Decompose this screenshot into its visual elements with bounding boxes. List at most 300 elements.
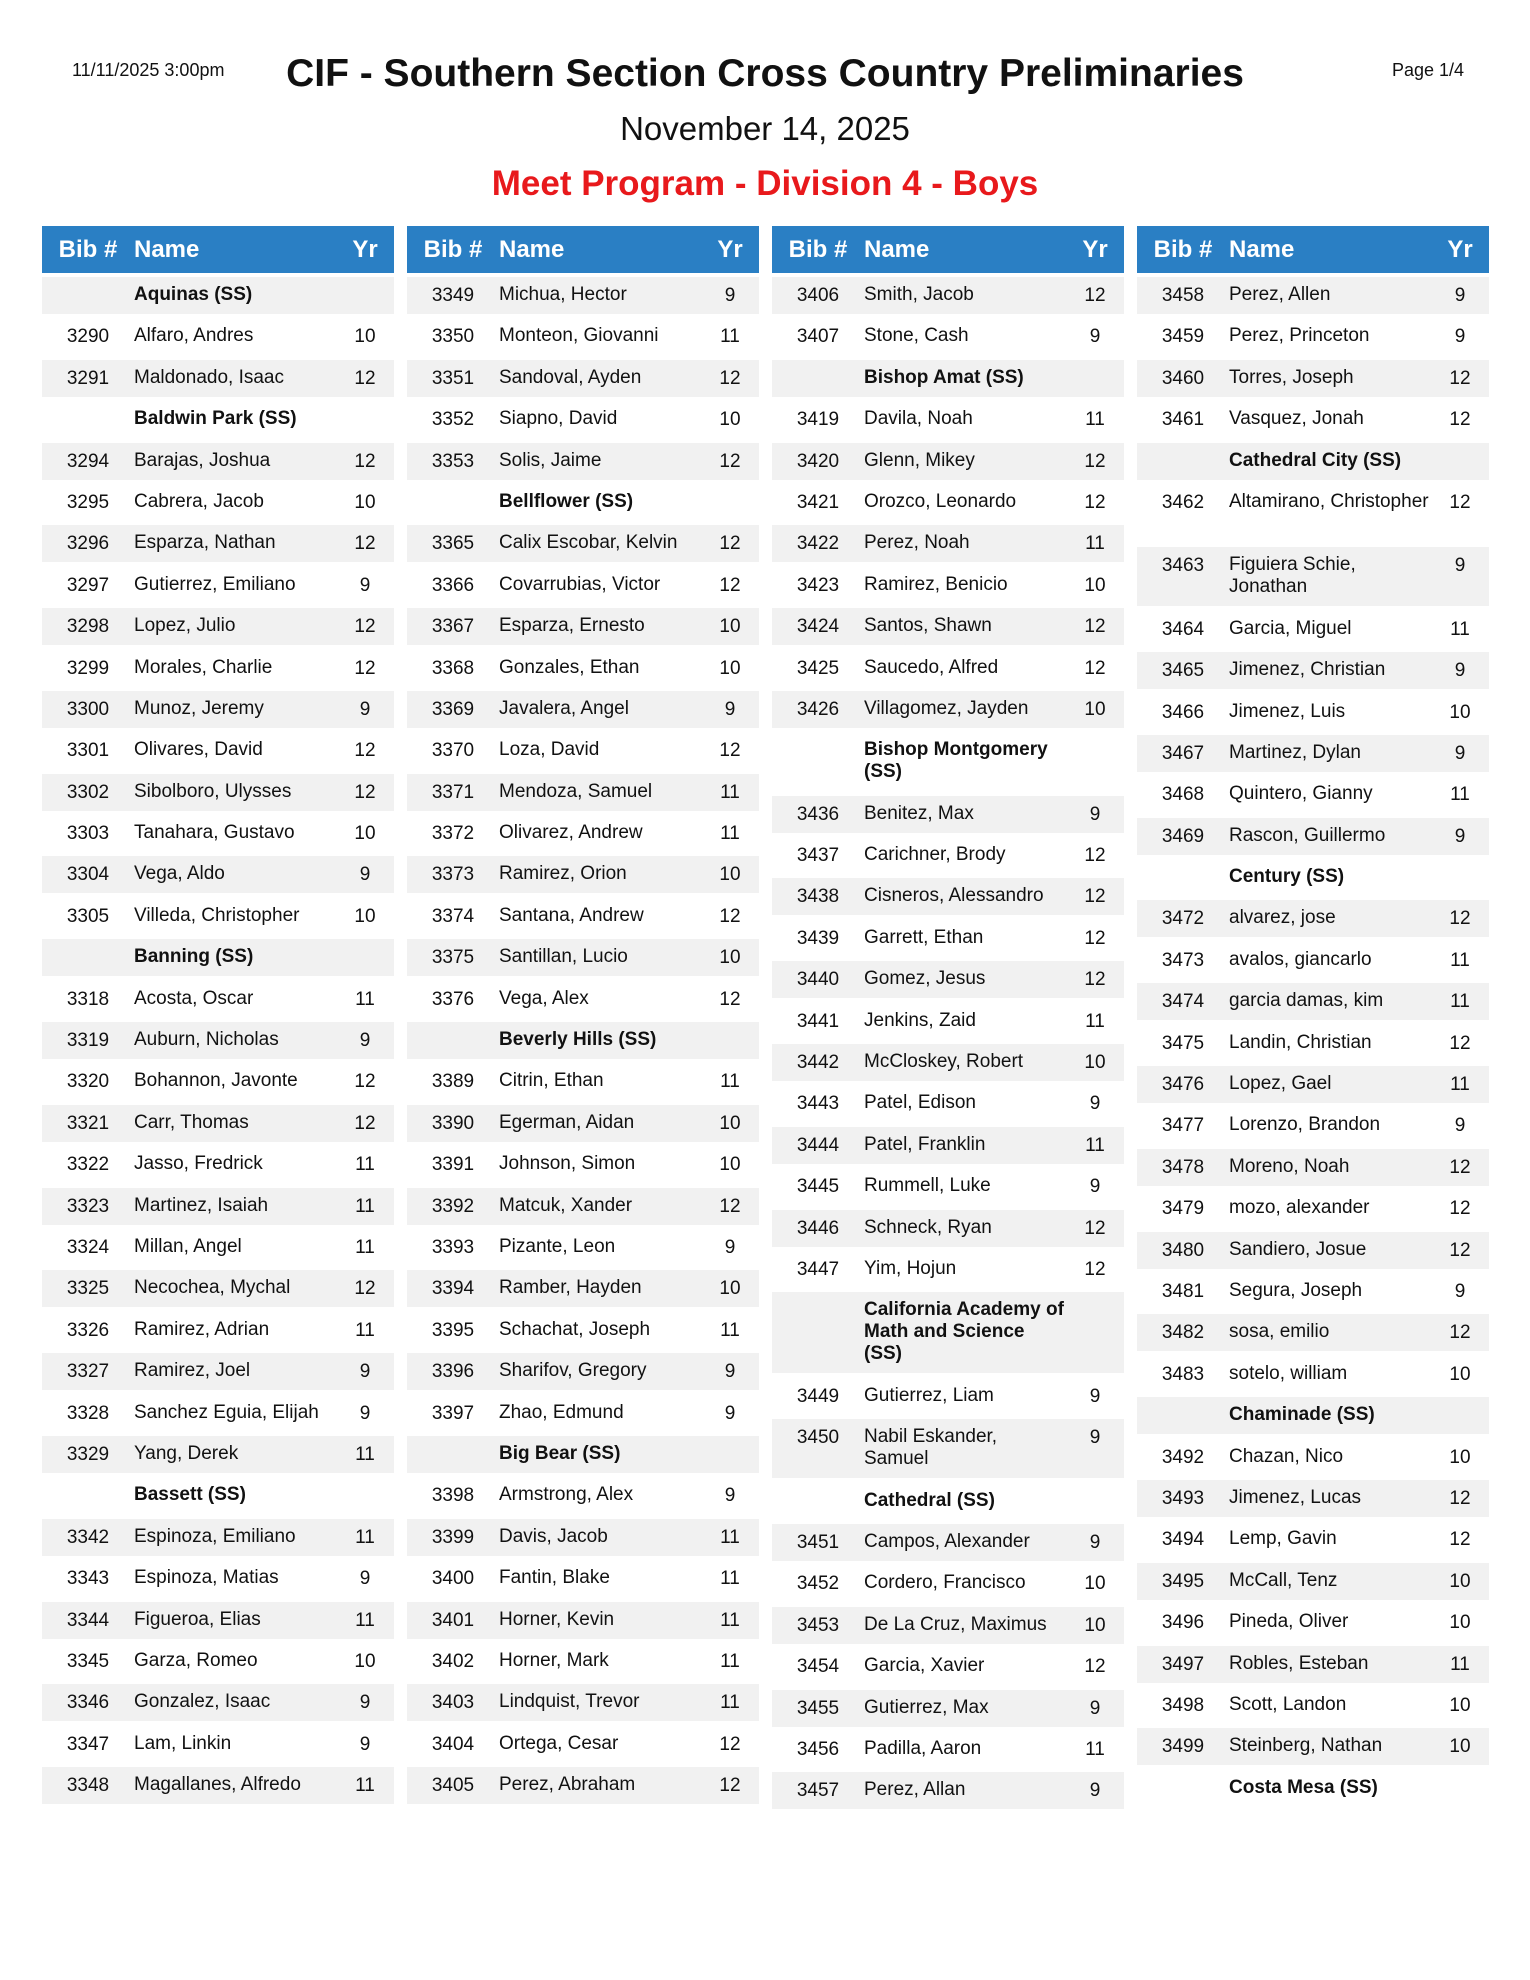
grade-year: 10	[1449, 701, 1471, 723]
grade-year: 11	[355, 1236, 375, 1258]
athlete-name: Pizante, Leon	[499, 1235, 616, 1257]
athlete-row	[772, 961, 1124, 998]
grade-year: 10	[1449, 1446, 1471, 1468]
grade-year: 12	[1449, 1322, 1471, 1344]
grade-year: 9	[1089, 1697, 1101, 1719]
team-row	[42, 1477, 394, 1514]
grade-year: 10	[1449, 1570, 1471, 1592]
bib-number: 3474	[1161, 991, 1205, 1013]
team-name: Aquinas (SS)	[134, 284, 253, 305]
athlete-name: Schneck, Ryan	[864, 1216, 992, 1238]
athlete-row	[772, 920, 1124, 957]
athlete-row	[42, 484, 394, 521]
athlete-row	[1137, 1521, 1489, 1558]
bib-number: 3325	[66, 1278, 110, 1300]
athlete-name: Jenkins, Zaid	[864, 1009, 976, 1031]
athlete-name: Esparza, Ernesto	[499, 615, 645, 637]
bib-number: 3301	[66, 740, 110, 762]
team-row	[407, 1436, 759, 1473]
bib-number: 3467	[1161, 742, 1205, 764]
grade-year: 12	[1084, 450, 1106, 472]
bib-number: 3468	[1161, 784, 1205, 806]
athlete-name: Ramirez, Orion	[499, 863, 627, 885]
athlete-row	[407, 939, 759, 976]
athlete-name: mozo, alexander	[1229, 1197, 1370, 1219]
athlete-row	[1137, 318, 1489, 355]
grade-year: 12	[719, 740, 741, 762]
team-name: Cathedral (SS)	[864, 1489, 995, 1511]
grade-year: 9	[359, 864, 371, 886]
athlete-name: Sanchez Eguia, Elijah	[134, 1401, 319, 1423]
bib-number: 3318	[66, 988, 110, 1010]
grade-year: 10	[354, 1650, 376, 1672]
athlete-row	[407, 360, 759, 397]
athlete-row	[407, 1229, 759, 1266]
header-bib: Bib #	[58, 235, 118, 263]
athlete-name: Chazan, Nico	[1229, 1445, 1344, 1467]
bib-number: 3368	[431, 657, 475, 679]
athlete-row	[407, 401, 759, 438]
athlete-row	[42, 567, 394, 604]
bib-number: 3479	[1161, 1198, 1205, 1220]
grade-year: 9	[359, 1030, 371, 1052]
athlete-name: Garza, Romeo	[134, 1649, 258, 1671]
bib-number: 3352	[431, 409, 475, 431]
grade-year: 12	[354, 367, 376, 389]
athlete-row	[407, 1312, 759, 1349]
team-row	[1137, 1770, 1489, 1807]
grade-year: 10	[719, 1278, 741, 1300]
athlete-name: Monteon, Giovanni	[499, 325, 659, 347]
athlete-row	[772, 525, 1124, 562]
grade-year: 9	[359, 574, 371, 596]
bib-number: 3400	[431, 1568, 475, 1590]
grade-year: 9	[359, 1568, 371, 1590]
bib-number: 3394	[431, 1278, 475, 1300]
grade-year: 12	[354, 1112, 376, 1134]
athlete-name: garcia damas, kim	[1229, 990, 1384, 1012]
grade-year: 10	[719, 1112, 741, 1134]
bib-number: 3462	[1161, 491, 1205, 513]
team-row	[42, 939, 394, 976]
athlete-row	[1137, 1439, 1489, 1476]
athlete-row	[772, 1127, 1124, 1164]
athlete-name: De La Cruz, Maximus	[864, 1613, 1047, 1635]
athlete-name: Necochea, Mychal	[134, 1277, 291, 1299]
athlete-row	[1137, 1687, 1489, 1724]
bib-number: 3298	[66, 616, 110, 638]
athlete-name: Espinoza, Matias	[134, 1567, 279, 1589]
athlete-name: sosa, emilio	[1229, 1321, 1330, 1343]
athlete-row	[42, 1519, 394, 1556]
bib-number: 3477	[1161, 1115, 1205, 1137]
athlete-name: Garcia, Miguel	[1229, 617, 1352, 639]
grade-year: 11	[355, 1443, 375, 1465]
athlete-name: Tanahara, Gustavo	[134, 822, 295, 844]
athlete-name: Lopez, Gael	[1229, 1073, 1332, 1095]
athlete-name: Lemp, Gavin	[1229, 1528, 1337, 1550]
grade-year: 11	[1450, 784, 1470, 806]
athlete-name: Esparza, Nathan	[134, 532, 276, 554]
athlete-name: Citrin, Ethan	[499, 1070, 604, 1092]
athlete-row	[1137, 1025, 1489, 1062]
bib-number: 3425	[796, 657, 840, 679]
grade-year: 12	[719, 988, 741, 1010]
program-column	[772, 226, 1124, 1814]
athlete-row	[42, 856, 394, 893]
athlete-row	[42, 1436, 394, 1473]
grade-year: 10	[1084, 574, 1106, 596]
bib-number: 3492	[1161, 1446, 1205, 1468]
header-name: Name	[1229, 235, 1295, 263]
header-yr: Yr	[1447, 235, 1473, 263]
bib-number: 3370	[431, 740, 475, 762]
athlete-name: Schachat, Joseph	[499, 1318, 651, 1340]
athlete-row	[1137, 1480, 1489, 1517]
athlete-name: Lindquist, Trevor	[499, 1691, 640, 1713]
bib-number: 3399	[431, 1526, 475, 1548]
athlete-name: Johnson, Simon	[499, 1153, 636, 1175]
grade-year: 10	[1449, 1694, 1471, 1716]
athlete-row	[772, 1607, 1124, 1644]
athlete-row	[407, 1188, 759, 1225]
bib-number: 3464	[1161, 618, 1205, 640]
athlete-name: Fantin, Blake	[499, 1567, 610, 1589]
athlete-row	[772, 1085, 1124, 1122]
team-row	[407, 484, 759, 521]
bib-number: 3406	[796, 285, 840, 306]
athlete-name: Segura, Joseph	[1229, 1279, 1363, 1301]
grade-year: 9	[1454, 1280, 1466, 1302]
team-name: Costa Mesa (SS)	[1229, 1776, 1378, 1798]
athlete-name: Maldonado, Isaac	[134, 366, 284, 388]
athlete-name: Matcuk, Xander	[499, 1194, 633, 1216]
bib-number: 3483	[1161, 1363, 1205, 1385]
athlete-name: Stone, Cash	[864, 325, 969, 347]
bib-number: 3438	[796, 886, 840, 908]
grade-year: 12	[1084, 845, 1106, 867]
athlete-name: Campos, Alexander	[864, 1530, 1030, 1552]
grade-year: 12	[719, 574, 741, 596]
athlete-name: Cordero, Francisco	[864, 1572, 1026, 1594]
athlete-row	[42, 1105, 394, 1142]
bib-number: 3461	[1161, 409, 1205, 431]
athlete-name: Mendoza, Samuel	[499, 780, 653, 802]
header-yr: Yr	[352, 235, 378, 263]
program-column	[407, 226, 759, 1814]
grade-year: 11	[1450, 1074, 1470, 1096]
athlete-name: alvarez, jose	[1229, 907, 1336, 929]
athlete-name: Padilla, Aaron	[864, 1737, 982, 1759]
athlete-row	[42, 1684, 394, 1721]
athlete-row	[772, 1648, 1124, 1685]
bib-number: 3294	[66, 450, 110, 472]
athlete-name: Torres, Joseph	[1229, 366, 1354, 388]
grade-year: 12	[354, 781, 376, 803]
athlete-row	[407, 1270, 759, 1307]
athlete-row	[1137, 652, 1489, 689]
athlete-name: Michua, Hector	[499, 284, 627, 305]
meet-date: November 14, 2025	[620, 110, 910, 147]
grade-year: 12	[354, 657, 376, 679]
grade-year: 12	[354, 1278, 376, 1300]
team-row	[772, 1483, 1124, 1520]
athlete-name: Yim, Hojun	[864, 1257, 957, 1279]
grade-year: 11	[1450, 949, 1470, 971]
bib-number: 3463	[1161, 555, 1205, 577]
grade-year: 11	[355, 1775, 375, 1797]
bib-number: 3349	[431, 285, 475, 306]
athlete-name: Gonzalez, Isaac	[134, 1691, 271, 1713]
grade-year: 11	[720, 1071, 740, 1093]
grade-year: 11	[1085, 533, 1105, 555]
bib-number: 3456	[796, 1738, 840, 1760]
athlete-name: Armstrong, Alex	[499, 1484, 634, 1506]
grade-year: 11	[720, 781, 740, 803]
bib-number: 3397	[431, 1402, 475, 1424]
bib-number: 3389	[431, 1071, 475, 1093]
grade-year: 11	[720, 1568, 740, 1590]
grade-year: 10	[354, 326, 376, 348]
athlete-row	[42, 443, 394, 480]
athlete-row	[1137, 983, 1489, 1020]
bib-number: 3419	[796, 409, 840, 431]
grade-year: 12	[354, 533, 376, 555]
bib-number: 3407	[796, 326, 840, 348]
athlete-row	[407, 443, 759, 480]
athlete-name: Jimenez, Lucas	[1229, 1486, 1362, 1508]
athlete-row	[772, 608, 1124, 645]
athlete-name: Jasso, Fredrick	[134, 1153, 263, 1175]
bib-number: 3374	[431, 905, 475, 927]
bib-number: 3404	[431, 1733, 475, 1755]
bib-number: 3497	[1161, 1653, 1205, 1675]
athlete-row	[1137, 611, 1489, 648]
athlete-name: Pineda, Oliver	[1229, 1611, 1349, 1633]
grade-year: 10	[354, 823, 376, 845]
bib-number: 3322	[66, 1154, 110, 1176]
athlete-row	[407, 1146, 759, 1183]
grade-year: 12	[1084, 969, 1106, 991]
athlete-row	[772, 1731, 1124, 1768]
header-bib: Bib #	[788, 235, 848, 263]
athlete-name: Ramber, Hayden	[499, 1277, 642, 1299]
bib-number: 3376	[431, 988, 475, 1010]
athlete-row	[407, 856, 759, 893]
grade-year: 12	[1084, 927, 1106, 949]
athlete-row	[772, 1251, 1124, 1288]
bib-number: 3424	[796, 616, 840, 638]
team-row	[1137, 859, 1489, 896]
bib-number: 3473	[1161, 949, 1205, 971]
grade-year: 12	[1449, 1198, 1471, 1220]
bib-number: 3353	[431, 450, 475, 472]
athlete-row	[1137, 1563, 1489, 1600]
athlete-row	[1137, 401, 1489, 438]
grade-year: 11	[1450, 1653, 1470, 1675]
bib-number: 3299	[66, 657, 110, 679]
bib-number: 3320	[66, 1071, 110, 1093]
athlete-row	[42, 1270, 394, 1307]
bib-number: 3493	[1161, 1487, 1205, 1509]
grade-year: 10	[1084, 1573, 1106, 1595]
athlete-row	[772, 1772, 1124, 1809]
grade-year: 11	[1085, 1134, 1105, 1156]
bib-number: 3290	[66, 326, 110, 348]
team-name: Cathedral City (SS)	[1229, 449, 1402, 471]
bib-number: 3351	[431, 367, 475, 389]
bib-number: 3304	[66, 864, 110, 886]
bib-number: 3436	[796, 803, 840, 825]
bib-number: 3302	[66, 781, 110, 803]
athlete-row	[772, 567, 1124, 604]
athlete-name: Steinberg, Nathan	[1229, 1735, 1383, 1757]
athlete-name: Martinez, Dylan	[1229, 741, 1361, 763]
athlete-row	[772, 1419, 1124, 1478]
athlete-name: Glenn, Mikey	[864, 449, 975, 471]
grade-year: 11	[1450, 991, 1470, 1013]
athlete-row	[772, 1378, 1124, 1415]
grade-year: 12	[1449, 1239, 1471, 1261]
bib-number: 3344	[66, 1609, 110, 1631]
bib-number: 3496	[1161, 1612, 1205, 1634]
athlete-name: Loza, David	[499, 739, 600, 761]
athlete-row	[1137, 360, 1489, 397]
bib-number: 3395	[431, 1319, 475, 1341]
bib-number: 3460	[1161, 367, 1205, 389]
grade-year: 10	[719, 864, 741, 886]
page-title: CIF - Southern Section Cross Country Preliminaries	[286, 52, 1244, 95]
bib-number: 3472	[1161, 908, 1205, 930]
column-header	[407, 226, 759, 273]
grade-year: 9	[1454, 555, 1466, 577]
bib-number: 3449	[796, 1385, 840, 1407]
athlete-row	[772, 691, 1124, 728]
bib-number: 3329	[66, 1443, 110, 1465]
header-name: Name	[134, 235, 200, 263]
athlete-name: Figueroa, Elias	[134, 1608, 261, 1630]
athlete-row	[1137, 1356, 1489, 1393]
bib-number: 3459	[1161, 326, 1205, 348]
grade-year: 9	[1089, 1427, 1101, 1449]
bib-number: 3366	[431, 574, 475, 596]
bib-number: 3402	[431, 1650, 475, 1672]
team-row	[42, 277, 394, 314]
bib-number: 3393	[431, 1236, 475, 1258]
athlete-name: Smith, Jacob	[864, 284, 974, 305]
athlete-name: Horner, Kevin	[499, 1608, 615, 1630]
athlete-row	[1137, 1190, 1489, 1227]
bib-number: 3455	[796, 1697, 840, 1719]
athlete-row	[407, 732, 759, 769]
bib-number: 3350	[431, 326, 475, 348]
athlete-name: Vega, Alex	[499, 987, 589, 1009]
athlete-name: Vega, Aldo	[134, 863, 225, 885]
bib-number: 3343	[66, 1568, 110, 1590]
athlete-row	[42, 815, 394, 852]
athlete-name: Perez, Princeton	[1229, 325, 1370, 347]
grade-year: 10	[1084, 1614, 1106, 1636]
athlete-name: Gomez, Jesus	[864, 968, 986, 990]
bib-number: 3321	[66, 1112, 110, 1134]
bib-number: 3422	[796, 533, 840, 555]
grade-year: 10	[719, 657, 741, 679]
bib-number: 3465	[1161, 660, 1205, 682]
athlete-name: Zhao, Edmund	[499, 1401, 624, 1423]
bib-number: 3297	[66, 574, 110, 596]
grade-year: 9	[724, 1402, 736, 1424]
athlete-name: Jimenez, Luis	[1229, 700, 1346, 722]
bib-number: 3347	[66, 1733, 110, 1755]
athlete-name: Barajas, Joshua	[134, 449, 271, 471]
bib-number: 3476	[1161, 1074, 1205, 1096]
bib-number: 3345	[66, 1650, 110, 1672]
athlete-row	[1137, 1066, 1489, 1103]
bib-number: 3375	[431, 947, 475, 969]
athlete-name: Lorenzo, Brandon	[1229, 1114, 1381, 1136]
grade-year: 11	[720, 1319, 740, 1341]
athlete-row	[42, 1312, 394, 1349]
column-header	[1137, 226, 1489, 273]
athlete-row	[772, 443, 1124, 480]
bib-number: 3498	[1161, 1694, 1205, 1716]
athlete-name: Carr, Thomas	[134, 1111, 249, 1133]
athlete-row	[1137, 1232, 1489, 1269]
bib-number: 3454	[796, 1656, 840, 1678]
athlete-name: Altamirano, Christopher	[1229, 490, 1429, 512]
athlete-name: Acosta, Oscar	[134, 987, 254, 1009]
athlete-name: Patel, Franklin	[864, 1133, 986, 1155]
team-row	[407, 1022, 759, 1059]
athlete-row	[42, 525, 394, 562]
athlete-row	[1137, 1314, 1489, 1351]
athlete-row	[42, 608, 394, 645]
athlete-name: Ramirez, Benicio	[864, 573, 1008, 595]
team-name: Bellflower (SS)	[499, 490, 634, 512]
athlete-row	[407, 691, 759, 728]
grade-year: 9	[1089, 1093, 1101, 1115]
grade-year: 9	[1089, 803, 1101, 825]
grade-year: 9	[1454, 285, 1466, 306]
athlete-name: Ortega, Cesar	[499, 1732, 619, 1754]
bib-number: 3494	[1161, 1529, 1205, 1551]
header-name: Name	[499, 235, 565, 263]
athlete-row	[407, 898, 759, 935]
bib-number: 3391	[431, 1154, 475, 1176]
athlete-row	[772, 1003, 1124, 1040]
athlete-name: Figuiera Schie, Jonathan	[1229, 554, 1356, 598]
grade-year: 12	[1084, 285, 1106, 306]
athlete-row	[42, 318, 394, 355]
athlete-row	[407, 318, 759, 355]
bib-number: 3442	[796, 1052, 840, 1074]
grade-year: 11	[1085, 1010, 1105, 1032]
athlete-row	[42, 1395, 394, 1432]
team-name: Century (SS)	[1229, 866, 1345, 888]
bib-number: 3469	[1161, 825, 1205, 847]
team-name: Bassett (SS)	[134, 1484, 246, 1506]
athlete-row	[772, 1565, 1124, 1602]
team-name: Beverly Hills (SS)	[499, 1029, 657, 1051]
bib-number: 3295	[66, 491, 110, 513]
grade-year: 10	[719, 616, 741, 638]
athlete-name: Gutierrez, Max	[864, 1696, 989, 1718]
athlete-row	[42, 1188, 394, 1225]
athlete-row	[42, 1643, 394, 1680]
athlete-row	[407, 1684, 759, 1721]
athlete-row	[1137, 694, 1489, 731]
grade-year: 9	[724, 1236, 736, 1258]
